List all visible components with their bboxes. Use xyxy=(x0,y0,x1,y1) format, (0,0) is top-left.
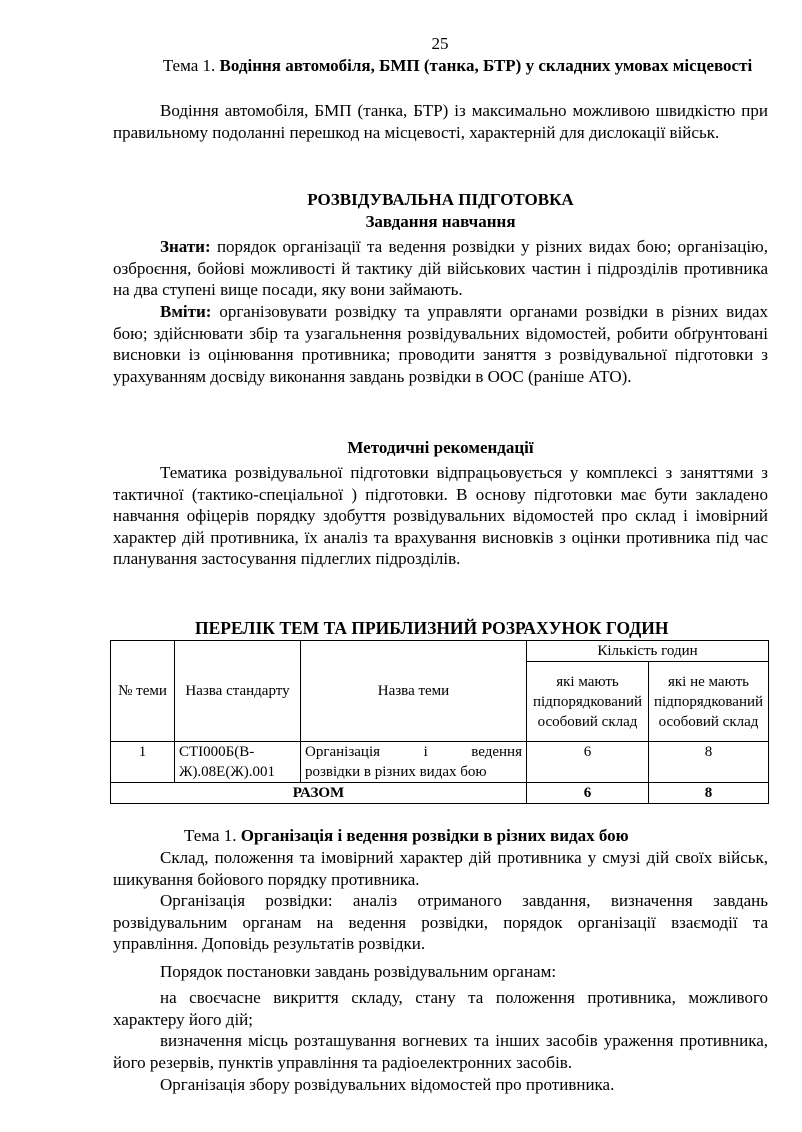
topic-prefix: Тема 1. xyxy=(162,56,216,75)
can-text: організовувати розвідку та управляти органами розвідки в різних видах бою; здійснювати збір та узагальнення розвідувальних відомостей, робити обґрунтовані висновки із оцінювання противника; проводити заняття з розвідувальної підготовки з урахуванням досвіду виконання завдань розвідки в ООС (раніше АТО). xyxy=(113,302,768,386)
total-hours-with: 6 xyxy=(527,783,649,804)
row-standard-line2: Ж).08Е(Ж).001 xyxy=(179,764,276,780)
row-standard-line1: СТІ000Б(В- xyxy=(179,744,255,760)
recon-paragraph-4: на своєчасне викриття складу, стану та положення противника, можливого характеру його дій; xyxy=(113,988,768,1029)
row-hours-without: 8 xyxy=(649,742,769,783)
header-without-personnel: які не мають підпорядкований особовий склад xyxy=(649,662,769,742)
row-topic-line1 xyxy=(305,742,522,762)
section-heading-recon: РОЗВІДУВАЛЬНА ПІДГОТОВКА xyxy=(307,190,574,209)
header-topic-name: Назва теми xyxy=(301,641,527,742)
row-standard xyxy=(175,742,301,783)
total-hours-without: 8 xyxy=(649,783,769,804)
hours-table xyxy=(110,640,769,804)
can-label: Вміти: xyxy=(160,302,212,321)
total-label: РАЗОМ xyxy=(111,783,527,804)
driving-paragraph: Водіння автомобіля, БМП (танка, БТР) із максимально можливою швидкістю при правильному подоланні перешкод на місцевості, характерній для дислокації військ. xyxy=(113,101,768,142)
topic2-title: Організація і ведення розвідки в різних видах бою xyxy=(240,826,629,845)
topic-heading-driving xyxy=(130,55,785,77)
methodical-paragraph: Тематика розвідувальної підготовки відпрацьовується у комплексі з заняттями з тактичної (тактико-спеціальної ) підготовки. В основу підготовки має бути закладено навчання офіцерів порядку здобуття розвідувальних відомостей про склад і імовірний характер дій противника, їх аналіз та врахування висновків з оцінки противника під час планування застосування підлеглих підрозділів. xyxy=(113,463,768,568)
header-with-personnel: які мають підпорядкований особовий склад xyxy=(527,662,649,742)
row-topic-word3: ведення xyxy=(471,744,522,760)
methodical-heading: Методичні рекомендації xyxy=(347,438,534,457)
recon-paragraph-2: Організація розвідки: аналіз отриманого завдання, визначення завдань розвідувальним органам на ведення розвідки, порядок організації взаємодії та управління. Доповідь результатів розвідки. xyxy=(113,891,768,953)
recon-paragraph-6: Організація збору розвідувальних відомостей про противника. xyxy=(160,1075,615,1094)
recon-paragraph-5: визначення місць розташування вогневих та інших засобів ураження противника, його резервів, пунктів управління та радіоелектронних засобів. xyxy=(113,1031,768,1072)
row-topic-line2: розвідки в різних видах бою xyxy=(305,764,487,780)
row-topic xyxy=(301,742,527,783)
row-hours-with: 6 xyxy=(527,742,649,783)
know-paragraph xyxy=(113,236,768,301)
page-number: 25 xyxy=(431,34,449,53)
table-row xyxy=(111,742,769,783)
row-topic-word2: і xyxy=(423,744,428,760)
total-row xyxy=(111,783,769,804)
know-text: порядок організації та ведення розвідки у різних видах бою; організацію, озброєння, бойові можливості й тактику дій військових частин і підрозділів противника на два ступені вище посади, яку вони займають. xyxy=(113,237,769,299)
topic-heading-recon xyxy=(184,825,774,847)
topic2-prefix: Тема 1. xyxy=(184,826,237,845)
row-topic-word1: Організація xyxy=(305,744,381,760)
recon-paragraph-3: Порядок постановки завдань розвідувальним органам: xyxy=(160,962,557,981)
header-standard-name: Назва стандарту xyxy=(175,641,301,742)
header-hours: Кількість годин xyxy=(527,641,769,662)
know-label: Знати: xyxy=(160,237,211,256)
can-paragraph xyxy=(113,301,768,387)
subheading-training-tasks: Завдання навчання xyxy=(365,212,516,231)
row-number: 1 xyxy=(111,742,175,783)
header-topic-number: № теми xyxy=(111,641,175,742)
recon-paragraph-1: Склад, положення та імовірний характер дій противника у смузі дій своїх військ, шикування бойового порядку противника. xyxy=(113,848,768,889)
table-title: ПЕРЕЛІК ТЕМ ТА ПРИБЛИЗНИЙ РОЗРАХУНОК ГОДИН xyxy=(195,618,669,638)
topic-title: Водіння автомобіля, БМП (танка, БТР) у складних умовах місцевості xyxy=(219,56,753,75)
